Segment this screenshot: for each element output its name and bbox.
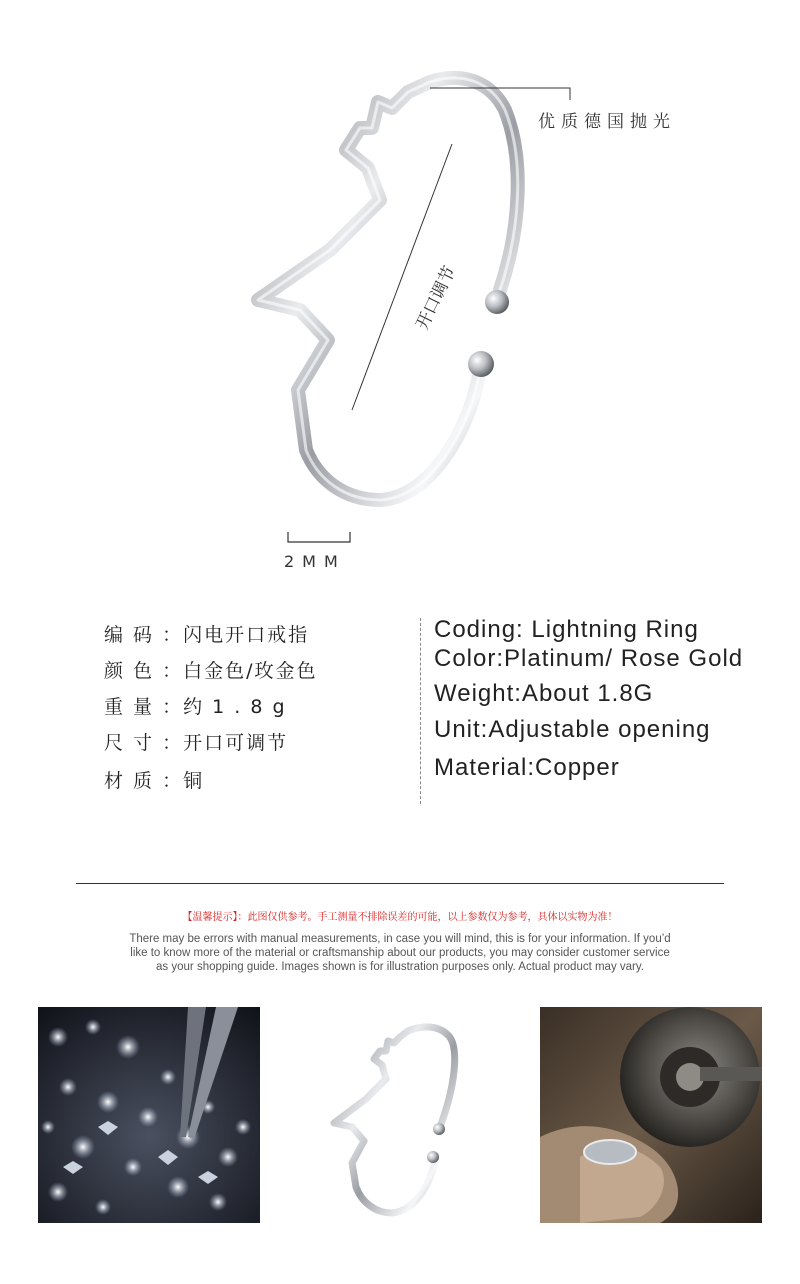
- spec-cn-value: 铜: [183, 770, 205, 792]
- callout-opening-label: 开口调节: [412, 263, 461, 333]
- ring-illustration: [0, 0, 800, 600]
- spec-divider: [420, 618, 421, 804]
- spec-en-coding: Coding: Lightning Ring: [434, 616, 699, 643]
- notice-divider: [76, 883, 724, 884]
- spec-cn-label: 材 质 ：: [104, 770, 184, 792]
- ring-bead-upper: [485, 290, 509, 314]
- spec-cn-label: 尺 寸 ：: [104, 732, 184, 754]
- spec-cn-label: 编 码 ：: [104, 624, 184, 646]
- spec-cn-label: 重 量 ：: [104, 696, 184, 718]
- disclaimer-line: like to know more of the material or craftsmanship about our products, you may consider customer service: [130, 947, 670, 959]
- spec-cn-value: 闪电开口戒指: [183, 624, 310, 646]
- ring-band: [258, 78, 518, 500]
- ring-band-highlight: [258, 78, 518, 500]
- width-bracket: [288, 532, 350, 542]
- polishing-photo: [540, 1007, 762, 1223]
- spec-en-color: Color:Platinum/ Rose Gold: [434, 645, 744, 672]
- spec-cn-size: [104, 728, 288, 755]
- disclaimer-line: as your shopping guide. Images shown is for illustration purposes only. Actual product may vary.: [156, 961, 644, 973]
- hero-ring-illustration: [0, 0, 800, 600]
- spec-cn-value: 白金色/玫金色: [183, 660, 318, 682]
- ring-product-photo: [300, 1007, 490, 1237]
- spec-cn-color: [104, 656, 318, 683]
- disclaimer-line: There may be errors with manual measurements, in case you will mind, this is for your information. If you’d: [129, 933, 671, 945]
- spec-en-unit: Unit:Adjustable opening: [434, 716, 711, 743]
- warning-notice: 【温馨提示】：此图仅供参考。手工测量不排除误差的可能，以上参数仅为参考，具体以实物为准！: [182, 912, 618, 923]
- crystals-photo: [38, 1007, 260, 1223]
- spec-en-material: Material:Copper: [434, 754, 620, 781]
- width-label: 2MM: [284, 552, 346, 571]
- ring-bead-lower: [468, 351, 494, 377]
- spec-cn-label: 颜 色 ：: [104, 660, 184, 682]
- spec-cn-value: 约 1 . 8 g: [183, 696, 287, 718]
- spec-cn-weight: [104, 692, 287, 719]
- spec-cn-value: 开口可调节: [183, 732, 289, 754]
- spec-cn-material: [104, 766, 204, 793]
- spec-cn-coding: [104, 620, 309, 647]
- spec-en-weight: Weight:About 1.8G: [434, 680, 654, 707]
- callout-polish-label: 优质德国抛光: [538, 112, 676, 132]
